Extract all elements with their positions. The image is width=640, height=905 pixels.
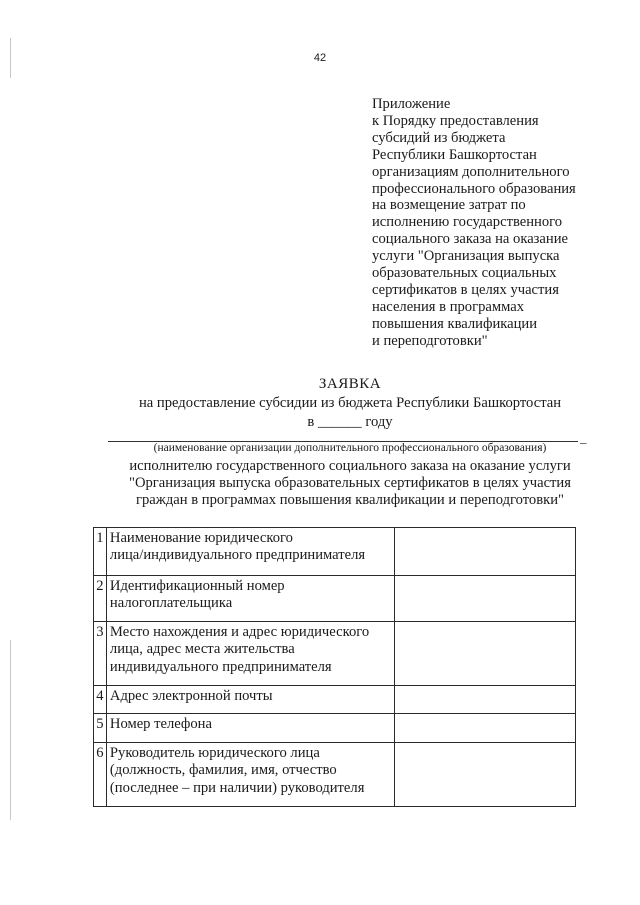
executor-line: граждан в программах повышения квалификации и переподготовки" bbox=[136, 492, 564, 509]
row-value-cell[interactable] bbox=[395, 743, 576, 807]
page-number: 42 bbox=[313, 52, 327, 64]
table-row bbox=[94, 622, 576, 686]
appendix-line: и переподготовки" bbox=[372, 332, 488, 349]
appendix-line: к Порядку предоставления bbox=[372, 112, 539, 129]
row-value-cell[interactable] bbox=[395, 686, 576, 714]
table-row bbox=[94, 743, 576, 807]
appendix-line: образовательных социальных bbox=[372, 265, 557, 282]
appendix-line: исполнению государственного bbox=[372, 214, 563, 231]
row-number: 1 bbox=[94, 528, 107, 576]
executor-block bbox=[0, 458, 640, 510]
appendix-line: Республики Башкортостан bbox=[372, 146, 537, 163]
row-number: 3 bbox=[94, 622, 107, 686]
row-label bbox=[106, 743, 394, 807]
row-label-line: Номер телефона bbox=[109, 716, 212, 732]
appendix-line: повышения квалификации bbox=[372, 315, 538, 332]
row-number: 5 bbox=[94, 714, 107, 743]
row-number: 6 bbox=[94, 743, 107, 807]
application-table-wrap bbox=[93, 527, 576, 807]
row-label-line: Место нахождения и адрес юридического bbox=[109, 624, 370, 640]
organization-caption: (наименование организации дополнительного профессионального образования) bbox=[153, 442, 547, 454]
document-subtitle: на предоставление субсидии из бюджета Республики Башкортостан bbox=[138, 395, 562, 411]
appendix-line: Приложение bbox=[372, 96, 451, 112]
row-label bbox=[106, 686, 394, 714]
appendix-block bbox=[372, 96, 622, 350]
row-label bbox=[106, 622, 394, 686]
row-value-cell[interactable] bbox=[395, 714, 576, 743]
organization-line-dash: _ bbox=[580, 430, 587, 445]
table-row bbox=[94, 686, 576, 714]
row-label-line: Руководитель юридического лица bbox=[109, 745, 320, 761]
row-label bbox=[106, 576, 394, 622]
row-value-cell[interactable] bbox=[395, 576, 576, 622]
row-label-line: налогоплательщика bbox=[109, 595, 233, 612]
row-label-line: (последнее – при наличии) руководителя bbox=[109, 779, 365, 796]
table-row bbox=[94, 576, 576, 622]
row-label-line: лица, адрес места жительства bbox=[109, 641, 295, 658]
row-label bbox=[106, 528, 394, 576]
document-title: ЗАЯВКА bbox=[318, 376, 382, 392]
row-value-cell[interactable] bbox=[395, 622, 576, 686]
row-value-cell[interactable] bbox=[395, 528, 576, 576]
table-row bbox=[94, 528, 576, 576]
row-number: 2 bbox=[94, 576, 107, 622]
row-label-line: индивидуального предпринимателя bbox=[109, 658, 332, 675]
appendix-line: субсидий из бюджета bbox=[372, 129, 506, 146]
row-number: 4 bbox=[94, 686, 107, 714]
row-label-line: лица/индивидуального предпринимателя bbox=[109, 547, 366, 564]
appendix-line: услуги "Организация выпуска bbox=[372, 248, 560, 265]
application-table bbox=[93, 527, 576, 807]
appendix-line: социального заказа на оказание bbox=[372, 231, 569, 248]
row-label-line: Наименование юридического bbox=[109, 530, 293, 546]
appendix-line: организациям дополнительного bbox=[372, 163, 570, 180]
table-row bbox=[94, 714, 576, 743]
appendix-line: населения в программах bbox=[372, 298, 525, 315]
year-line: в ______ году bbox=[307, 414, 393, 430]
appendix-line: сертификатов в целях участия bbox=[372, 281, 559, 298]
scan-edge-lower bbox=[10, 640, 11, 820]
appendix-line: профессионального образования bbox=[372, 180, 576, 197]
row-label-line: (должность, фамилия, имя, отчество bbox=[109, 762, 337, 779]
executor-line: "Организация выпуска образовательных сертификатов в целях участия bbox=[129, 475, 571, 492]
executor-line: исполнителю государственного социального заказа на оказание услуги bbox=[129, 458, 571, 474]
row-label-line: Идентификационный номер bbox=[109, 578, 285, 594]
row-label-line: Адрес электронной почты bbox=[109, 688, 273, 704]
row-label bbox=[106, 714, 394, 743]
appendix-line: на возмещение затрат по bbox=[372, 197, 526, 214]
